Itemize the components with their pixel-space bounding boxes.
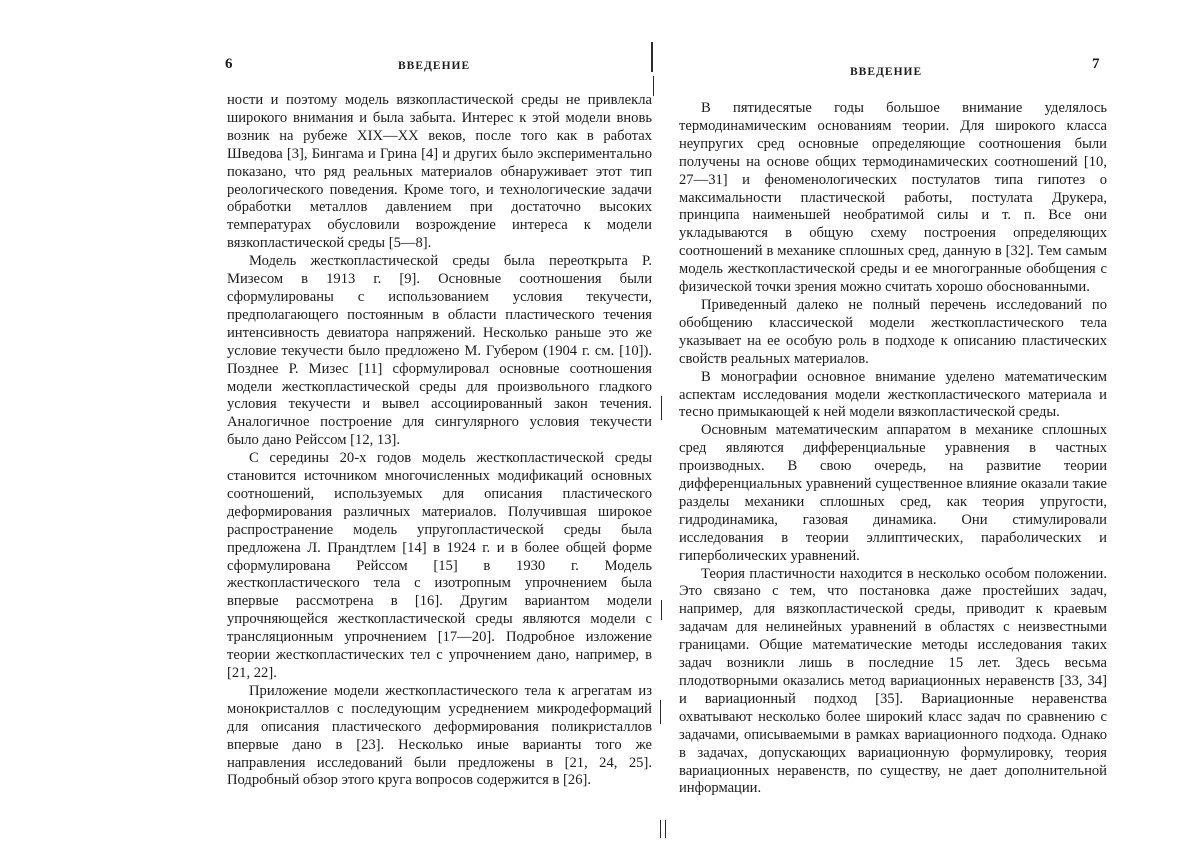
page-number: 6 [225,56,233,72]
paragraph: ности и поэтому модель вязкопластической среды не привлекла широкого внимания и была забыта. Интерес к этой модели вновь возник на рубеже XIX—XX веков, после того как в работах Шведова [3], Бингама и Грина [4] и других было экспериментально показано, что ряд реальных материалов обнаруживает этот тип реологического поведения. Кроме того, и технологические задачи обработки металлов давлением при достаточно высоких температурах обусловили возрождение интереса к модели вязкопластической среды [5—8]. [227,92,652,252]
gutter-mark [665,820,666,838]
paragraph: Приведенный далеко не полный перечень исследований по обобщению классической модели жесткопластического тела указывает на ее особую роль в подходе к описанию пластических свойств реальных материалов. [679,296,1107,367]
paragraph: В монографии основное внимание уделено математическим аспектам исследования модели жесткопластического материала и тесно примыкающей к ней модели вязкопластической среды. [679,368,1107,421]
text-column [227,92,652,790]
paragraph: С середины 20-х годов модель жесткопластической среды становится источником многочисленных модификаций основных соотношений, используемых для описания пластического деформирования различных материалов. Получившая широкое распространение модель упругопластической среды была предложена Л. Прандтлем [14] в 1924 г. и в более общей форме сформулирована Рейссом [15] в 1930 г. Модель жесткопластического тела с изотропным упрочнением была впервые рассмотрена в [16]. Другим вариантом модели упрочняющейся жесткопластической среды являются модели с трансляционным упрочнением [17—20]. Подробное изложение теории жесткопластических тел с упрочнением дано, например, в [21, 22]. [227,450,652,681]
paragraph: Теория пластичности находится в несколько особом положении. Это связано с тем, что постановка даже простейших задач, например, для вязкопластической среды, приводит к краевым задачам для нелинейных уравнений в областях с неизвестными границами. Общие математические методы исследования таких задач возникли лишь в последние 15 лет. Здесь весьма плодотворными оказались метод вариационных неравенств [33, 34] и вариационный подход [35]. Вариационные неравенства охватывают несколько более широкий класс задач по сравнению с задачами, описываемыми в рамках вариационного подхода. Однако в задачах, допускающих вариационную формулировку, теория вариационных неравенств, по существу, не дает дополнительной информации. [679,565,1107,797]
paragraph: Модель жесткопластической среды была переоткрыта Р. Мизесом в 1913 г. [9]. Основные соотношения были сформулированы с использованием условия текучести, предполагающего постоянным в области пластического течения интенсивность девиатора напряжений. Несколько раньше это же условие текучести было предложено М. Губером (1904 г. см. [10]). Позднее Р. Мизес [11] сформулировал основные соотношения модели жесткопластической среды для произвольного гладкого условия текучести и вывел ассоциированный закон течения. Аналогичное построение для сингулярного условия текучести было дано Рейссом [12, 13]. [227,253,652,449]
running-head: ВВЕДЕНИЕ [398,60,471,72]
gutter-mark [651,42,653,72]
running-head: ВВЕДЕНИЕ [850,66,923,78]
paragraph: Приложение модели жесткопластического тела к агрегатам из монокристаллов с последующим усреднением микродеформаций для описания пластического деформирования поликристаллов впервые дано в [23]. Несколько иные варианты того же направления исследований были предложены в [21, 24, 25]. Подробный обзор этого круга вопросов содержится в [26]. [227,682,652,789]
right-page [600,0,1200,848]
gutter-mark [660,820,661,838]
paragraph: Основным математическим аппаратом в механике сплошных сред являются дифференциальные уравнения в частных производных. В свою очередь, на развитие теории дифференциальных уравнений существенное влияние оказали такие разделы механики сплошных сред, как теория упругости, гидродинамика, газовая динамика. Они стимулировали исследования в теории эллиптических, параболических и гиперболических уравнений. [679,422,1107,564]
gutter-mark [661,600,662,620]
paragraph: В пятидесятые годы большое внимание уделялось термодинамическим основаниям теории. Для широкого класса неупругих сред основные определяющие соотношения были получены на основе общих термодинамических соотношений [10, 27—31] и феноменологических постулатов типа гипотез о максимальности пластической работы, постулата Друкера, принципа наименьшей необратимой силы и т. п. Все они укладываются в общую схему построения определяющих соотношений в механике сплошных сред, данную в [32]. Тем самым модель жесткопластической среды и ее многогранные обобщения с физической точки зрения можно считать хорошо обоснованными. [679,100,1107,296]
gutter-mark [661,396,662,420]
gutter-mark [660,700,661,724]
text-column [679,100,1107,798]
gutter-mark [653,76,654,96]
page-number: 7 [1092,56,1100,72]
